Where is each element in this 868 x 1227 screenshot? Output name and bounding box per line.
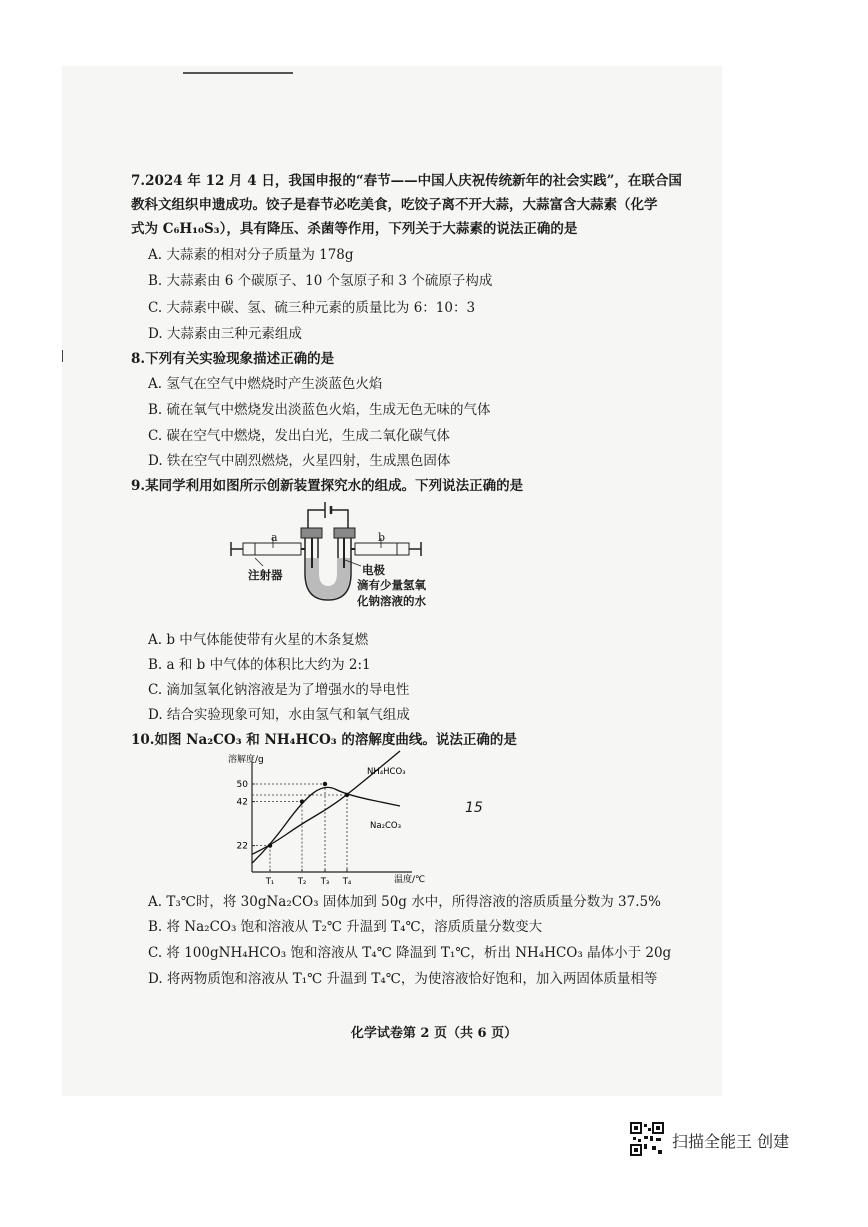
q7-stem-line1: 7.2024 年 12 月 4 日，我国申报的“春节——中国人庆祝传统新年的社会实践”，在联合国 (131, 173, 682, 189)
x-tick-label-4: T₄ (342, 877, 352, 887)
solution-label-line1: 滴有少量氢氧 (357, 578, 426, 592)
q10-option-d: D. 将两物质饱和溶液从 T₁℃ 升温到 T₄℃，为使溶液恰好饱和，加入两固体质量相等 (148, 971, 658, 987)
qr-code-icon (630, 1122, 664, 1156)
q10-stem: 10.如图 Na₂CO₃ 和 NH₄HCO₃ 的溶解度曲线。说法正确的是 (131, 732, 517, 748)
syringe-label: 注射器 (248, 568, 283, 582)
x-tick-label-2: T₂ (297, 877, 307, 887)
solubility-chart (222, 748, 432, 890)
series-label-1: NH₄HCO₃ (367, 767, 406, 777)
q7-stem-line3: 式为 C₆H₁₀S₃），具有降压、杀菌等作用，下列关于大蒜素的说法正确的是 (131, 221, 578, 237)
scanner-brand-text: 扫描全能王 创建 (672, 1132, 790, 1151)
key-point-2 (300, 799, 304, 803)
series-label-2: Na₂CO₃ (370, 821, 402, 831)
page-footer: 化学试卷第 2 页（共 6 页） (350, 1026, 518, 1041)
q8-option-c: C. 碳在空气中燃烧，发出白光，生成二氧化碳气体 (148, 428, 450, 444)
q7-option-c: C. 大蒜素中碳、氢、硫三种元素的质量比为 6：10：3 (148, 300, 476, 316)
q8-option-d: D. 铁在空气中剧烈燃烧，火星四射，生成黑色固体 (148, 453, 451, 469)
q7-stem-line2: 教科文组织申遗成功。饺子是春节必吃美食，吃饺子离不开大蒜，大蒜富含大蒜素（化学 (131, 197, 658, 213)
electrode-label: 电极 (362, 563, 385, 577)
q9-stem: 9.某同学利用如图所示创新装置探究水的组成。下列说法正确的是 (131, 478, 524, 494)
margin-mark (62, 350, 63, 362)
q9-option-c: C. 滴加氢氧化钠溶液是为了增强水的导电性 (148, 682, 410, 698)
x-tick-label-1: T₁ (265, 877, 275, 887)
q10-option-a: A. T₃℃时，将 30gNa₂CO₃ 固体加到 50g 水中，所得溶液的溶质质量分数为 37.5% (148, 894, 661, 910)
q7-option-d: D. 大蒜素由三种元素组成 (148, 326, 302, 342)
top-rule (183, 72, 293, 74)
handwritten-mark: 15 (465, 800, 483, 816)
y-tick-label-42: 42 (236, 797, 248, 808)
q9-option-a: A. b 中气体能使带有火星的木条复燃 (148, 632, 369, 648)
q7-option-a: A. 大蒜素的相对分子质量为 178g (148, 247, 354, 263)
q9-option-d: D. 结合实验现象可知，水由氢气和氧气组成 (148, 707, 410, 723)
solution-label-line2: 化钠溶液的水 (357, 594, 426, 608)
y-tick-label-50: 50 (236, 780, 248, 790)
q8-stem: 8.下列有关实验现象描述正确的是 (131, 351, 335, 367)
x-tick-label-3: T₃ (320, 877, 330, 887)
scanner-watermark (630, 1122, 810, 1158)
q7-option-b: B. 大蒜素由 6 个碳原子、10 个氢原子和 3 个硫原子构成 (148, 273, 493, 289)
q8-option-a: A. 氢气在空气中燃烧时产生淡蓝色火焰 (148, 376, 383, 392)
y-axis-label: 溶解度/g (228, 755, 264, 765)
q10-option-b: B. 将 Na₂CO₃ 饱和溶液从 T₂℃ 升温到 T₄℃，溶质质量分数变大 (148, 919, 543, 935)
q9-option-b: B. a 和 b 中气体的体积比大约为 2:1 (148, 657, 371, 673)
q8-option-b: B. 硫在氧气中燃烧发出淡蓝色火焰，生成无色无味的气体 (148, 402, 491, 418)
key-point-1 (268, 843, 272, 847)
y-tick-label-22: 22 (236, 841, 248, 852)
key-point-4 (345, 793, 349, 797)
key-point-3 (323, 782, 327, 786)
q10-option-c: C. 将 100gNH₄HCO₃ 饱和溶液从 T₄℃ 降温到 T₁℃，析出 NH₄HCO₃ 晶体小于 20g (148, 945, 672, 961)
x-axis-label: 温度/℃ (394, 875, 426, 885)
label-b: b (378, 531, 386, 544)
label-a: a (271, 531, 278, 544)
